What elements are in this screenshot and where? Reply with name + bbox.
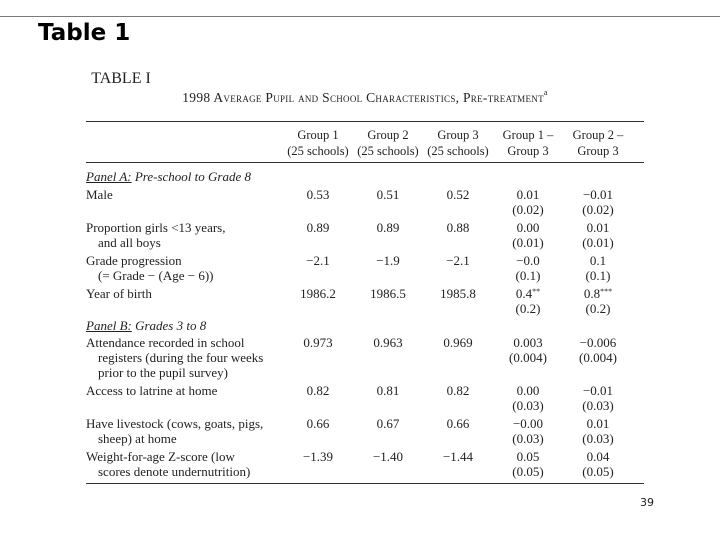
- cell-value: 0.00: [516, 220, 540, 235]
- table-bottom-rule: [86, 483, 644, 484]
- table-cell: [493, 286, 563, 301]
- cell-value: 0.04: [586, 449, 610, 464]
- table-cell: [283, 335, 353, 350]
- standard-error: (0.05): [582, 464, 614, 479]
- table-cell: [283, 253, 353, 268]
- column-header-line1: Group 2: [367, 128, 409, 142]
- table-cell: [493, 187, 563, 202]
- table-cell: [283, 416, 353, 431]
- cell-value: 0.53: [306, 187, 330, 202]
- table-cell: [563, 220, 633, 235]
- table-cell: [423, 187, 493, 202]
- cell-value: 0.89: [306, 220, 330, 235]
- column-header-line2: (25 schools): [427, 144, 489, 158]
- table-cell: [423, 220, 493, 235]
- row-label: and all boys: [98, 235, 161, 250]
- table-title-footnote-mark: a: [543, 88, 548, 97]
- cell-value: 1985.8: [440, 286, 476, 301]
- table-title-text: 1998 Average Pupil and School Characteristics, Pre-treatment: [182, 90, 544, 105]
- table-number: TABLE I: [91, 70, 151, 87]
- standard-error: (0.05): [512, 464, 544, 479]
- column-header-line2: Group 3: [507, 144, 549, 158]
- standard-error: (0.01): [582, 235, 614, 250]
- panel-heading: [86, 318, 206, 333]
- table-cell: [423, 335, 493, 350]
- table-top-rule: [86, 121, 644, 122]
- cell-value: 1986.5: [370, 286, 406, 301]
- table-cell: [353, 449, 423, 464]
- table-cell: [493, 253, 563, 268]
- table-cell: [563, 253, 633, 268]
- column-header-line1: Group 2 –: [572, 128, 624, 142]
- cell-value: 0.4: [515, 286, 533, 301]
- significance-stars: ***: [600, 287, 613, 296]
- cell-value: 0.81: [376, 383, 400, 398]
- standard-error: (0.2): [585, 301, 611, 316]
- panel-prefix: Panel A:: [86, 169, 132, 184]
- column-header-line1: Group 1 –: [502, 128, 554, 142]
- panel-title: Grades 3 to 8: [135, 318, 207, 333]
- cell-value: 0.973: [303, 335, 333, 350]
- row-label: sheep) at home: [98, 431, 177, 446]
- table-cell: [423, 383, 493, 398]
- cell-value: 0.05: [516, 449, 540, 464]
- table-cell: [493, 416, 563, 431]
- row-label: Have livestock (cows, goats, pigs,: [86, 416, 264, 431]
- cell-value: 0.67: [376, 416, 400, 431]
- table-cell: [493, 449, 563, 464]
- cell-value: 0.01: [586, 220, 610, 235]
- cell-value: 0.969: [443, 335, 473, 350]
- column-header-line2: (25 schools): [287, 144, 349, 158]
- row-label: Weight-for-age Z-score (low: [86, 449, 235, 464]
- table-cell: [563, 187, 633, 202]
- slide-title: Table 1: [38, 20, 131, 46]
- column-header-line2: (25 schools): [357, 144, 419, 158]
- standard-error: (0.03): [512, 398, 544, 413]
- cell-value: 0.89: [376, 220, 400, 235]
- table-cell: [283, 187, 353, 202]
- significance-stars: **: [532, 287, 541, 296]
- table-cell: [563, 416, 633, 431]
- row-label: (= Grade − (Age − 6)): [98, 268, 214, 283]
- table-cell: [283, 449, 353, 464]
- cell-value: 0.82: [306, 383, 330, 398]
- cell-value: 0.82: [446, 383, 470, 398]
- cell-value: 1986.2: [300, 286, 336, 301]
- cell-value: −0.0: [516, 253, 540, 268]
- cell-value: −2.1: [446, 253, 470, 268]
- table-cell: [423, 449, 493, 464]
- panel-title: Pre-school to Grade 8: [134, 169, 251, 184]
- table-cell: [423, 416, 493, 431]
- table-cell: [283, 286, 353, 301]
- table-cell: [283, 383, 353, 398]
- table-title: [86, 90, 644, 106]
- cell-value: −1.40: [372, 449, 404, 464]
- column-header-line1: Group 1: [297, 128, 339, 142]
- cell-value: −0.00: [512, 416, 544, 431]
- standard-error: (0.004): [579, 350, 617, 365]
- cell-value: −0.01: [582, 187, 614, 202]
- cell-value: 0.963: [373, 335, 403, 350]
- cell-value: −1.39: [302, 449, 334, 464]
- cell-value: 0.51: [376, 187, 400, 202]
- row-label: Attendance recorded in school: [86, 335, 245, 350]
- table-cell: [563, 286, 633, 301]
- table-cell: [353, 187, 423, 202]
- row-label: scores denote undernutrition): [98, 464, 251, 479]
- standard-error: (0.01): [512, 235, 544, 250]
- cell-value: 0.52: [446, 187, 470, 202]
- table-header-rule: [86, 162, 644, 163]
- cell-value: −1.44: [442, 449, 474, 464]
- table-cell: [353, 383, 423, 398]
- table-cell: [423, 253, 493, 268]
- page-number: 39: [640, 496, 654, 509]
- standard-error: (0.1): [585, 268, 611, 283]
- table-cell: [353, 253, 423, 268]
- table-cell: [353, 286, 423, 301]
- top-rule: [0, 16, 720, 17]
- cell-value: 0.003: [513, 335, 543, 350]
- cell-value: 0.01: [586, 416, 610, 431]
- standard-error: (0.02): [512, 202, 544, 217]
- table-cell: [563, 335, 633, 350]
- table-cell: [353, 416, 423, 431]
- cell-value: 0.66: [306, 416, 330, 431]
- cell-value: 0.01: [516, 187, 540, 202]
- table-cell: [563, 449, 633, 464]
- row-label: prior to the pupil survey): [98, 365, 228, 380]
- table-cell: [493, 383, 563, 398]
- cell-value: 0.1: [589, 253, 607, 268]
- row-label: Year of birth: [86, 286, 152, 301]
- column-header-line2: Group 3: [577, 144, 619, 158]
- table-cell: [353, 335, 423, 350]
- table-cell: [493, 335, 563, 350]
- standard-error: (0.03): [582, 398, 614, 413]
- standard-error: (0.03): [512, 431, 544, 446]
- standard-error: (0.03): [582, 431, 614, 446]
- table-cell: [423, 286, 493, 301]
- table-cell: [353, 220, 423, 235]
- row-label: Access to latrine at home: [86, 383, 218, 398]
- cell-value: −0.01: [582, 383, 614, 398]
- row-label: Proportion girls <13 years,: [86, 220, 226, 235]
- table-cell: [563, 383, 633, 398]
- row-label: registers (during the four weeks: [98, 350, 264, 365]
- row-label: Male: [86, 187, 113, 202]
- cell-value: −0.006: [579, 335, 617, 350]
- cell-value: 0.66: [446, 416, 470, 431]
- panel-prefix: Panel B:: [86, 318, 132, 333]
- column-header-line1: Group 3: [437, 128, 479, 142]
- table-cell: [493, 220, 563, 235]
- cell-value: −2.1: [306, 253, 330, 268]
- cell-value: 0.8: [583, 286, 601, 301]
- standard-error: (0.1): [515, 268, 541, 283]
- cell-value: 0.00: [516, 383, 540, 398]
- cell-value: 0.88: [446, 220, 470, 235]
- table-cell: [283, 220, 353, 235]
- row-label: Grade progression: [86, 253, 182, 268]
- standard-error: (0.2): [515, 301, 541, 316]
- standard-error: (0.004): [509, 350, 547, 365]
- standard-error: (0.02): [582, 202, 614, 217]
- cell-value: −1.9: [376, 253, 400, 268]
- panel-heading: [86, 169, 251, 184]
